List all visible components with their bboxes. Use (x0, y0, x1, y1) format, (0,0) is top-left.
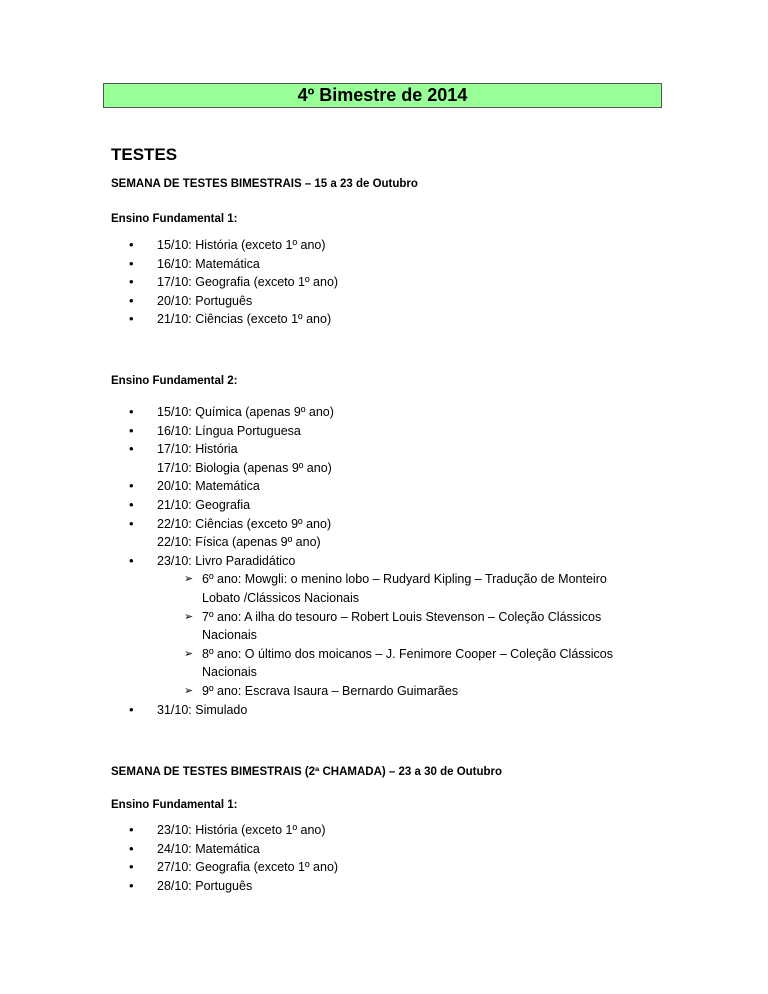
week1-ef1-label: Ensino Fundamental 1: (111, 213, 238, 225)
list-item: • 16/10: Matemática (0, 255, 338, 274)
sub-list-item-continuation: Nacionais (202, 665, 257, 680)
sub-list-item: ➢ 6º ano: Mowgli: o menino lobo – Rudyard Kipling – Tradução de Monteiro (0, 570, 613, 589)
week2-title: SEMANA DE TESTES BIMESTRAIS (2ª CHAMADA) – 23 a 30 de Outubro (111, 766, 503, 778)
list-item: • 23/10: Livro Paradidático (0, 552, 613, 571)
list-item: • 23/10: História (exceto 1º ano) (0, 821, 338, 840)
sub-list-item: ➢ 7º ano: A ilha do tesouro – Robert Louis Stevenson – Coleção Clássicos (0, 608, 613, 627)
list-item: • 20/10: Matemática (0, 477, 613, 496)
list-item: • 22/10: Ciências (exceto 9º ano) (0, 515, 613, 534)
list-item: • 28/10: Português (0, 877, 338, 896)
list-item: 22/10: Física (apenas 9º ano) (157, 535, 321, 550)
week1-ef1-list (0, 236, 338, 329)
list-item: • 20/10: Português (0, 292, 338, 311)
list-item: • 21/10: Ciências (exceto 1º ano) (0, 310, 338, 329)
list-item: • 15/10: Química (apenas 9º ano) (0, 403, 613, 422)
list-item: • 16/10: Língua Portuguesa (0, 422, 613, 441)
list-item: • 24/10: Matemática (0, 840, 338, 859)
list-item: • 27/10: Geografia (exceto 1º ano) (0, 858, 338, 877)
list-item: 17/10: Biologia (apenas 9º ano) (157, 460, 332, 475)
week1-ef2-list (0, 403, 613, 719)
week2-ef1-label: Ensino Fundamental 1: (111, 799, 238, 811)
week1-title: SEMANA DE TESTES BIMESTRAIS – 15 a 23 de Outubro (111, 178, 418, 190)
section-heading-testes: TESTES (111, 145, 178, 164)
week1-ef2-label: Ensino Fundamental 2: (111, 375, 238, 387)
list-item: • 17/10: Geografia (exceto 1º ano) (0, 273, 338, 292)
list-item: • 21/10: Geografia (0, 496, 613, 515)
sub-list-item-continuation: Lobato /Clássicos Nacionais (202, 590, 360, 605)
sub-list-item: ➢ 8º ano: O último dos moicanos – J. Fenimore Cooper – Coleção Clássicos (0, 645, 613, 664)
page-title: 4º Bimestre de 2014 (103, 83, 662, 108)
week2-ef1-list (0, 821, 338, 895)
list-item: • 31/10: Simulado (0, 701, 613, 720)
list-item: • 15/10: História (exceto 1º ano) (0, 236, 338, 255)
sub-list-item: ➢ 9º ano: Escrava Isaura – Bernardo Guimarães (0, 682, 613, 701)
sub-list-item-continuation: Nacionais (202, 628, 257, 643)
list-item: • 17/10: História (0, 440, 613, 459)
